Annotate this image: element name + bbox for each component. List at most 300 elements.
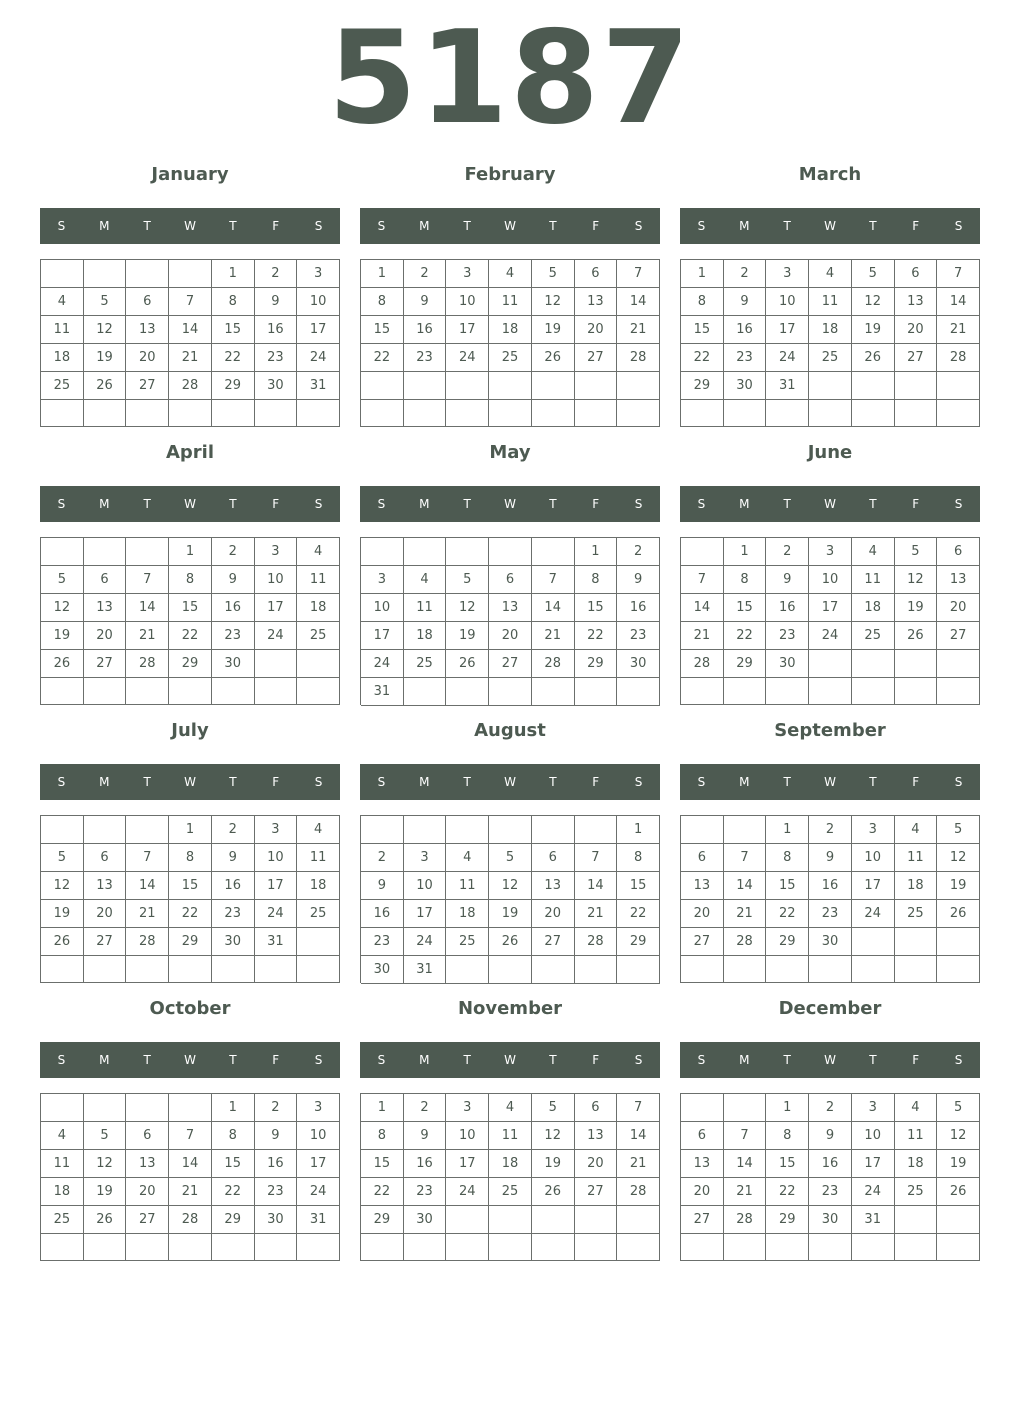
weekday-label: S — [697, 1053, 706, 1067]
day-cell: 23 — [255, 1178, 298, 1206]
day-cell — [126, 956, 169, 983]
day-cell: 26 — [937, 900, 980, 928]
day-cell: 11 — [809, 288, 852, 316]
day-cell: 7 — [681, 566, 724, 594]
month-name: September — [774, 720, 886, 741]
day-cell — [297, 956, 340, 983]
day-cell: 13 — [126, 316, 169, 344]
day-cell: 12 — [41, 872, 84, 900]
day-cell: 24 — [446, 1178, 489, 1206]
weekday-label: F — [912, 497, 920, 511]
day-cell: 16 — [809, 1150, 852, 1178]
day-cell — [255, 400, 298, 427]
day-cell: 6 — [84, 844, 127, 872]
day-cell: 8 — [766, 844, 809, 872]
weekday-label: M — [419, 497, 430, 511]
day-cell: 22 — [617, 900, 660, 928]
day-cell: 14 — [617, 1122, 660, 1150]
day-cell — [84, 1094, 127, 1122]
day-cell: 22 — [361, 344, 404, 372]
day-cell — [169, 956, 212, 983]
day-cell: 6 — [575, 260, 618, 288]
day-cell: 1 — [681, 260, 724, 288]
day-cell: 16 — [212, 594, 255, 622]
day-cell: 15 — [617, 872, 660, 900]
day-cell: 16 — [766, 594, 809, 622]
day-cell: 5 — [937, 1094, 980, 1122]
day-cell — [446, 816, 489, 844]
day-cell: 29 — [212, 372, 255, 400]
weekday-label: S — [314, 219, 323, 233]
weekday-label: W — [504, 497, 516, 511]
day-cell: 18 — [895, 1150, 938, 1178]
day-cell: 1 — [212, 1094, 255, 1122]
day-cell: 27 — [895, 344, 938, 372]
day-cell: 12 — [41, 594, 84, 622]
day-cell: 7 — [724, 1122, 767, 1150]
day-cell: 8 — [617, 844, 660, 872]
day-grid — [680, 259, 980, 427]
weekday-label: M — [739, 219, 750, 233]
day-cell — [404, 372, 447, 400]
day-cell — [84, 678, 127, 705]
day-cell — [489, 816, 532, 844]
day-cell: 31 — [404, 956, 447, 984]
weekday-label: F — [272, 775, 280, 789]
day-cell: 9 — [255, 1122, 298, 1150]
day-cell: 7 — [617, 260, 660, 288]
day-cell: 17 — [297, 1150, 340, 1178]
weekday-label: M — [99, 775, 110, 789]
day-cell: 6 — [937, 538, 980, 566]
day-cell: 4 — [852, 538, 895, 566]
day-cell: 31 — [297, 1206, 340, 1234]
day-cell — [297, 928, 340, 956]
day-cell: 27 — [489, 650, 532, 678]
day-cell — [852, 956, 895, 983]
day-cell — [724, 1234, 767, 1261]
day-cell: 9 — [617, 566, 660, 594]
day-cell: 24 — [297, 1178, 340, 1206]
day-cell — [404, 400, 447, 428]
day-cell: 22 — [212, 344, 255, 372]
day-cell — [169, 1094, 212, 1122]
day-cell: 25 — [297, 622, 340, 650]
day-grid — [360, 537, 660, 705]
day-cell: 1 — [212, 260, 255, 288]
weekday-label: M — [419, 219, 430, 233]
weekday-header — [680, 208, 980, 244]
day-cell: 6 — [126, 1122, 169, 1150]
day-cell — [895, 372, 938, 400]
day-cell: 30 — [255, 1206, 298, 1234]
day-cell — [809, 650, 852, 678]
day-cell: 4 — [809, 260, 852, 288]
day-cell — [617, 1206, 660, 1234]
weekday-label: F — [912, 219, 920, 233]
weekday-label: T — [549, 219, 557, 233]
day-cell — [575, 1234, 618, 1261]
day-cell: 30 — [809, 928, 852, 956]
day-cell — [404, 816, 447, 844]
day-cell: 20 — [532, 900, 575, 928]
day-cell: 23 — [809, 1178, 852, 1206]
day-cell: 9 — [404, 288, 447, 316]
day-cell: 4 — [489, 1094, 532, 1122]
day-cell — [681, 1094, 724, 1122]
day-cell — [489, 1234, 532, 1261]
day-cell: 10 — [809, 566, 852, 594]
day-cell: 18 — [852, 594, 895, 622]
day-cell: 22 — [724, 622, 767, 650]
day-cell — [84, 816, 127, 844]
day-cell: 27 — [575, 1178, 618, 1206]
day-cell: 28 — [724, 1206, 767, 1234]
day-cell: 3 — [766, 260, 809, 288]
day-cell: 30 — [617, 650, 660, 678]
weekday-label: T — [783, 497, 791, 511]
day-cell: 29 — [361, 1206, 404, 1234]
day-cell: 11 — [41, 1150, 84, 1178]
weekday-label: T — [143, 219, 151, 233]
day-cell — [937, 372, 980, 400]
day-cell: 29 — [681, 372, 724, 400]
day-cell: 2 — [766, 538, 809, 566]
day-cell: 10 — [446, 1122, 489, 1150]
day-cell: 28 — [937, 344, 980, 372]
day-cell: 16 — [404, 316, 447, 344]
day-cell: 5 — [937, 816, 980, 844]
month-name: June — [807, 442, 853, 463]
day-cell: 26 — [84, 1206, 127, 1234]
weekday-label: W — [824, 775, 836, 789]
weekday-label: W — [184, 1053, 196, 1067]
day-cell: 30 — [404, 1206, 447, 1234]
day-cell — [84, 538, 127, 566]
day-cell: 20 — [681, 1178, 724, 1206]
day-cell: 12 — [532, 1122, 575, 1150]
day-cell — [84, 956, 127, 983]
day-cell: 2 — [404, 260, 447, 288]
weekday-label: S — [634, 219, 643, 233]
day-cell: 15 — [575, 594, 618, 622]
day-cell — [617, 400, 660, 428]
day-cell: 21 — [724, 1178, 767, 1206]
day-cell — [212, 956, 255, 983]
day-cell — [617, 372, 660, 400]
day-cell: 20 — [84, 622, 127, 650]
day-cell: 25 — [446, 928, 489, 956]
day-cell: 29 — [575, 650, 618, 678]
day-cell: 29 — [617, 928, 660, 956]
day-cell — [84, 260, 127, 288]
day-cell: 17 — [809, 594, 852, 622]
day-cell: 17 — [404, 900, 447, 928]
day-cell — [255, 956, 298, 983]
day-cell: 15 — [212, 316, 255, 344]
day-cell: 18 — [446, 900, 489, 928]
day-cell — [617, 678, 660, 706]
day-cell — [937, 650, 980, 678]
day-cell: 6 — [489, 566, 532, 594]
day-cell: 18 — [404, 622, 447, 650]
weekday-label: T — [463, 1053, 471, 1067]
day-cell: 7 — [169, 288, 212, 316]
day-cell — [617, 956, 660, 984]
day-cell: 27 — [126, 372, 169, 400]
day-cell — [681, 538, 724, 566]
day-cell: 24 — [766, 344, 809, 372]
day-cell: 9 — [361, 872, 404, 900]
day-cell: 16 — [361, 900, 404, 928]
day-cell — [532, 1206, 575, 1234]
weekday-label: M — [739, 775, 750, 789]
day-grid — [40, 259, 340, 427]
day-cell: 25 — [895, 1178, 938, 1206]
day-cell: 28 — [126, 928, 169, 956]
day-cell: 13 — [126, 1150, 169, 1178]
day-cell: 4 — [404, 566, 447, 594]
day-cell — [84, 400, 127, 427]
day-cell: 23 — [212, 900, 255, 928]
day-cell: 25 — [297, 900, 340, 928]
day-cell: 28 — [532, 650, 575, 678]
month-name: August — [474, 720, 546, 741]
day-cell — [361, 816, 404, 844]
day-cell — [361, 1234, 404, 1261]
day-cell — [937, 400, 980, 427]
day-cell: 14 — [126, 594, 169, 622]
weekday-label: W — [504, 219, 516, 233]
day-cell: 30 — [212, 650, 255, 678]
day-cell: 2 — [617, 538, 660, 566]
day-cell — [766, 1234, 809, 1261]
day-cell: 6 — [895, 260, 938, 288]
day-cell: 26 — [84, 372, 127, 400]
day-cell: 29 — [169, 928, 212, 956]
day-cell: 17 — [852, 1150, 895, 1178]
day-cell: 10 — [255, 844, 298, 872]
day-cell: 12 — [852, 288, 895, 316]
day-cell: 14 — [724, 1150, 767, 1178]
day-cell: 21 — [169, 1178, 212, 1206]
day-cell — [852, 650, 895, 678]
day-cell: 22 — [575, 622, 618, 650]
day-cell: 8 — [575, 566, 618, 594]
day-cell — [532, 1234, 575, 1261]
day-cell — [169, 260, 212, 288]
weekday-label: S — [954, 497, 963, 511]
day-cell — [489, 538, 532, 566]
day-cell: 3 — [852, 816, 895, 844]
day-cell: 23 — [617, 622, 660, 650]
day-grid — [40, 537, 340, 705]
day-cell: 19 — [937, 872, 980, 900]
day-cell: 7 — [937, 260, 980, 288]
day-cell: 7 — [532, 566, 575, 594]
day-cell: 15 — [169, 594, 212, 622]
weekday-label: T — [783, 775, 791, 789]
day-cell: 16 — [617, 594, 660, 622]
day-cell: 15 — [361, 1150, 404, 1178]
day-cell — [852, 1234, 895, 1261]
day-cell: 6 — [126, 288, 169, 316]
day-cell: 20 — [681, 900, 724, 928]
day-cell: 28 — [617, 1178, 660, 1206]
day-cell: 27 — [84, 928, 127, 956]
day-cell: 14 — [126, 872, 169, 900]
day-cell: 19 — [41, 622, 84, 650]
day-cell: 8 — [681, 288, 724, 316]
weekday-label: T — [549, 775, 557, 789]
day-cell — [41, 1094, 84, 1122]
day-cell: 10 — [297, 1122, 340, 1150]
day-cell: 26 — [489, 928, 532, 956]
weekday-label: S — [954, 219, 963, 233]
day-cell: 1 — [617, 816, 660, 844]
day-cell: 23 — [809, 900, 852, 928]
day-cell: 19 — [489, 900, 532, 928]
day-cell — [809, 956, 852, 983]
weekday-label: T — [783, 1053, 791, 1067]
day-cell: 22 — [681, 344, 724, 372]
day-cell: 2 — [724, 260, 767, 288]
weekday-label: T — [463, 219, 471, 233]
day-cell — [809, 678, 852, 705]
weekday-label: M — [99, 497, 110, 511]
weekday-header — [40, 764, 340, 800]
day-cell — [446, 538, 489, 566]
day-cell: 24 — [255, 622, 298, 650]
day-cell: 18 — [489, 316, 532, 344]
weekday-header — [40, 1042, 340, 1078]
day-cell: 1 — [361, 1094, 404, 1122]
day-cell: 27 — [575, 344, 618, 372]
day-cell — [895, 650, 938, 678]
day-cell: 27 — [681, 928, 724, 956]
month-name: October — [149, 998, 231, 1019]
day-grid — [680, 815, 980, 983]
day-cell: 5 — [532, 1094, 575, 1122]
weekday-label: W — [184, 497, 196, 511]
day-cell: 18 — [895, 872, 938, 900]
day-cell: 4 — [446, 844, 489, 872]
day-cell — [575, 400, 618, 428]
day-cell — [126, 538, 169, 566]
day-cell: 2 — [255, 260, 298, 288]
day-cell — [575, 956, 618, 984]
month-name: February — [464, 164, 556, 185]
day-cell — [126, 260, 169, 288]
day-cell — [446, 678, 489, 706]
day-cell: 26 — [532, 1178, 575, 1206]
day-cell: 2 — [404, 1094, 447, 1122]
weekday-label: T — [463, 775, 471, 789]
day-cell: 8 — [212, 1122, 255, 1150]
day-cell — [489, 400, 532, 428]
day-cell: 3 — [361, 566, 404, 594]
day-cell — [489, 678, 532, 706]
day-cell: 28 — [575, 928, 618, 956]
weekday-label: T — [869, 775, 877, 789]
day-cell — [895, 1206, 938, 1234]
day-cell: 23 — [361, 928, 404, 956]
day-cell: 13 — [489, 594, 532, 622]
day-cell: 3 — [404, 844, 447, 872]
day-cell: 12 — [489, 872, 532, 900]
day-cell — [681, 678, 724, 705]
day-cell — [724, 678, 767, 705]
day-cell: 4 — [297, 538, 340, 566]
day-cell — [766, 400, 809, 427]
day-cell: 3 — [809, 538, 852, 566]
day-cell: 6 — [681, 1122, 724, 1150]
day-cell: 30 — [361, 956, 404, 984]
weekday-label: T — [229, 775, 237, 789]
day-cell: 6 — [575, 1094, 618, 1122]
day-cell: 13 — [681, 872, 724, 900]
day-cell: 17 — [255, 594, 298, 622]
day-cell: 4 — [41, 288, 84, 316]
day-cell: 10 — [255, 566, 298, 594]
day-cell: 30 — [809, 1206, 852, 1234]
day-cell: 14 — [724, 872, 767, 900]
day-cell: 28 — [724, 928, 767, 956]
day-cell: 27 — [84, 650, 127, 678]
weekday-label: F — [592, 1053, 600, 1067]
day-cell: 31 — [852, 1206, 895, 1234]
day-cell: 25 — [809, 344, 852, 372]
day-cell: 29 — [169, 650, 212, 678]
day-cell: 23 — [766, 622, 809, 650]
day-cell: 31 — [297, 372, 340, 400]
day-cell: 24 — [297, 344, 340, 372]
weekday-header — [360, 1042, 660, 1078]
day-cell: 10 — [852, 844, 895, 872]
day-cell — [126, 400, 169, 427]
weekday-label: M — [99, 219, 110, 233]
day-cell: 9 — [255, 288, 298, 316]
day-grid — [360, 815, 660, 983]
day-cell: 30 — [212, 928, 255, 956]
weekday-label: M — [99, 1053, 110, 1067]
month-name: November — [457, 998, 563, 1019]
day-cell: 3 — [852, 1094, 895, 1122]
weekday-label: S — [634, 1053, 643, 1067]
day-cell: 11 — [297, 566, 340, 594]
day-cell: 21 — [617, 316, 660, 344]
day-cell: 10 — [297, 288, 340, 316]
day-cell: 29 — [724, 650, 767, 678]
day-cell — [404, 538, 447, 566]
weekday-label: S — [954, 1053, 963, 1067]
day-cell: 21 — [532, 622, 575, 650]
day-cell: 24 — [404, 928, 447, 956]
day-cell: 2 — [809, 816, 852, 844]
day-cell — [724, 400, 767, 427]
day-cell: 24 — [255, 900, 298, 928]
day-cell: 1 — [361, 260, 404, 288]
day-cell: 5 — [84, 1122, 127, 1150]
day-cell — [41, 1234, 84, 1261]
day-cell: 13 — [575, 1122, 618, 1150]
day-cell: 13 — [937, 566, 980, 594]
day-cell: 29 — [766, 1206, 809, 1234]
day-cell: 20 — [84, 900, 127, 928]
day-cell: 14 — [532, 594, 575, 622]
day-grid — [360, 1093, 660, 1261]
day-cell — [937, 1234, 980, 1261]
